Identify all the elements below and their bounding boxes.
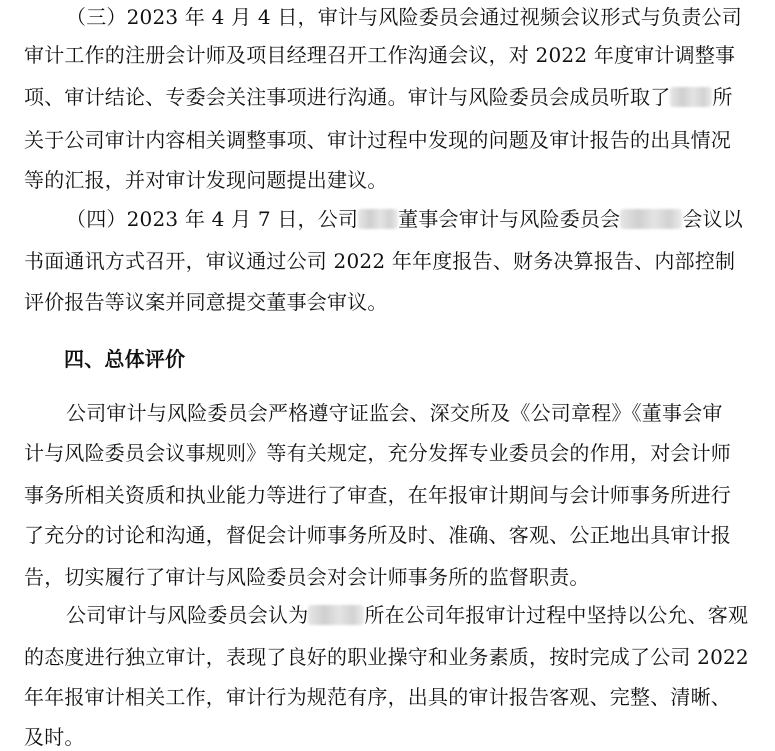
paragraph-3-line-1: （三）2023 年 4 月 4 日，审计与风险委员会通过视频会议形式与负责公司 [66,5,742,29]
paragraph-5-line-2: 计与风险委员会议事规则》等有关规定，充分发挥专业委员会的作用，对会计师 [24,441,731,465]
redacted-company-name [358,209,398,229]
paragraph-5-line-5: 告，切实履行了审计与风险委员会对会计师事务所的监督职责。 [24,565,590,589]
paragraph-6-line-3: 年年报审计相关工作，审计行为规范有序，出具的审计报告客观、完整、清晰、 [24,685,731,709]
paragraph-4-line-1-c: 会议以 [682,207,743,231]
paragraph-3-line-2: 审计工作的注册会计师及项目经理召开工作沟通会议，对 2022 年度审计调整事 [24,43,736,67]
paragraph-3-line-4: 关于公司审计内容相关调整事项、审计过程中发现的问题及审计报告的出具情况 [24,128,731,152]
paragraph-5-line-3: 事务所相关资质和执业能力等进行了审查，在年报审计期间与会计师事务所进行 [24,483,731,507]
paragraph-4-line-3: 评价报告等议案并同意提交董事会审议。 [24,290,388,314]
paragraph-4-line-1-a: （四）2023 年 4 月 7 日，公司 [66,207,359,231]
paragraph-6-line-4: 及时。 [24,725,85,749]
redacted-firm-name [670,87,712,107]
paragraph-4-line-1 [66,207,743,231]
paragraph-5-line-1: 公司审计与风险委员会严格遵守证监会、深交所及《公司章程》《董事会审 [66,401,723,425]
paragraph-6-line-1-b: 所在公司年报审计过程中坚持以公允、客观 [364,603,749,627]
paragraph-3-line-3-before: 项、审计结论、专委会关注事项进行沟通。审计与风险委员会成员听取了 [24,85,671,109]
paragraph-6-line-1 [66,603,748,627]
paragraph-3-line-3 [24,85,733,109]
section-heading: 四、总体评价 [64,347,186,371]
redacted-meeting-name [620,209,682,229]
paragraph-3-line-5: 等的汇报，并对审计发现问题提出建议。 [24,168,388,192]
redacted-firm-name-2 [308,605,364,625]
paragraph-4-line-2: 书面通讯方式召开，审议通过公司 2022 年年度报告、财务决算报告、内部控制 [24,249,736,273]
paragraph-4-line-1-b: 董事会审计与风险委员会 [398,207,621,231]
paragraph-5-line-4: 了充分的讨论和沟通，督促会计师事务所及时、准确、客观、公正地出具审计报 [24,523,731,547]
paragraph-6-line-1-a: 公司审计与风险委员会认为 [66,603,309,627]
paragraph-3-line-3-after: 所 [712,85,733,109]
paragraph-6-line-2: 的态度进行独立审计，表现了良好的职业操守和业务素质，按时完成了公司 2022 [24,645,749,669]
